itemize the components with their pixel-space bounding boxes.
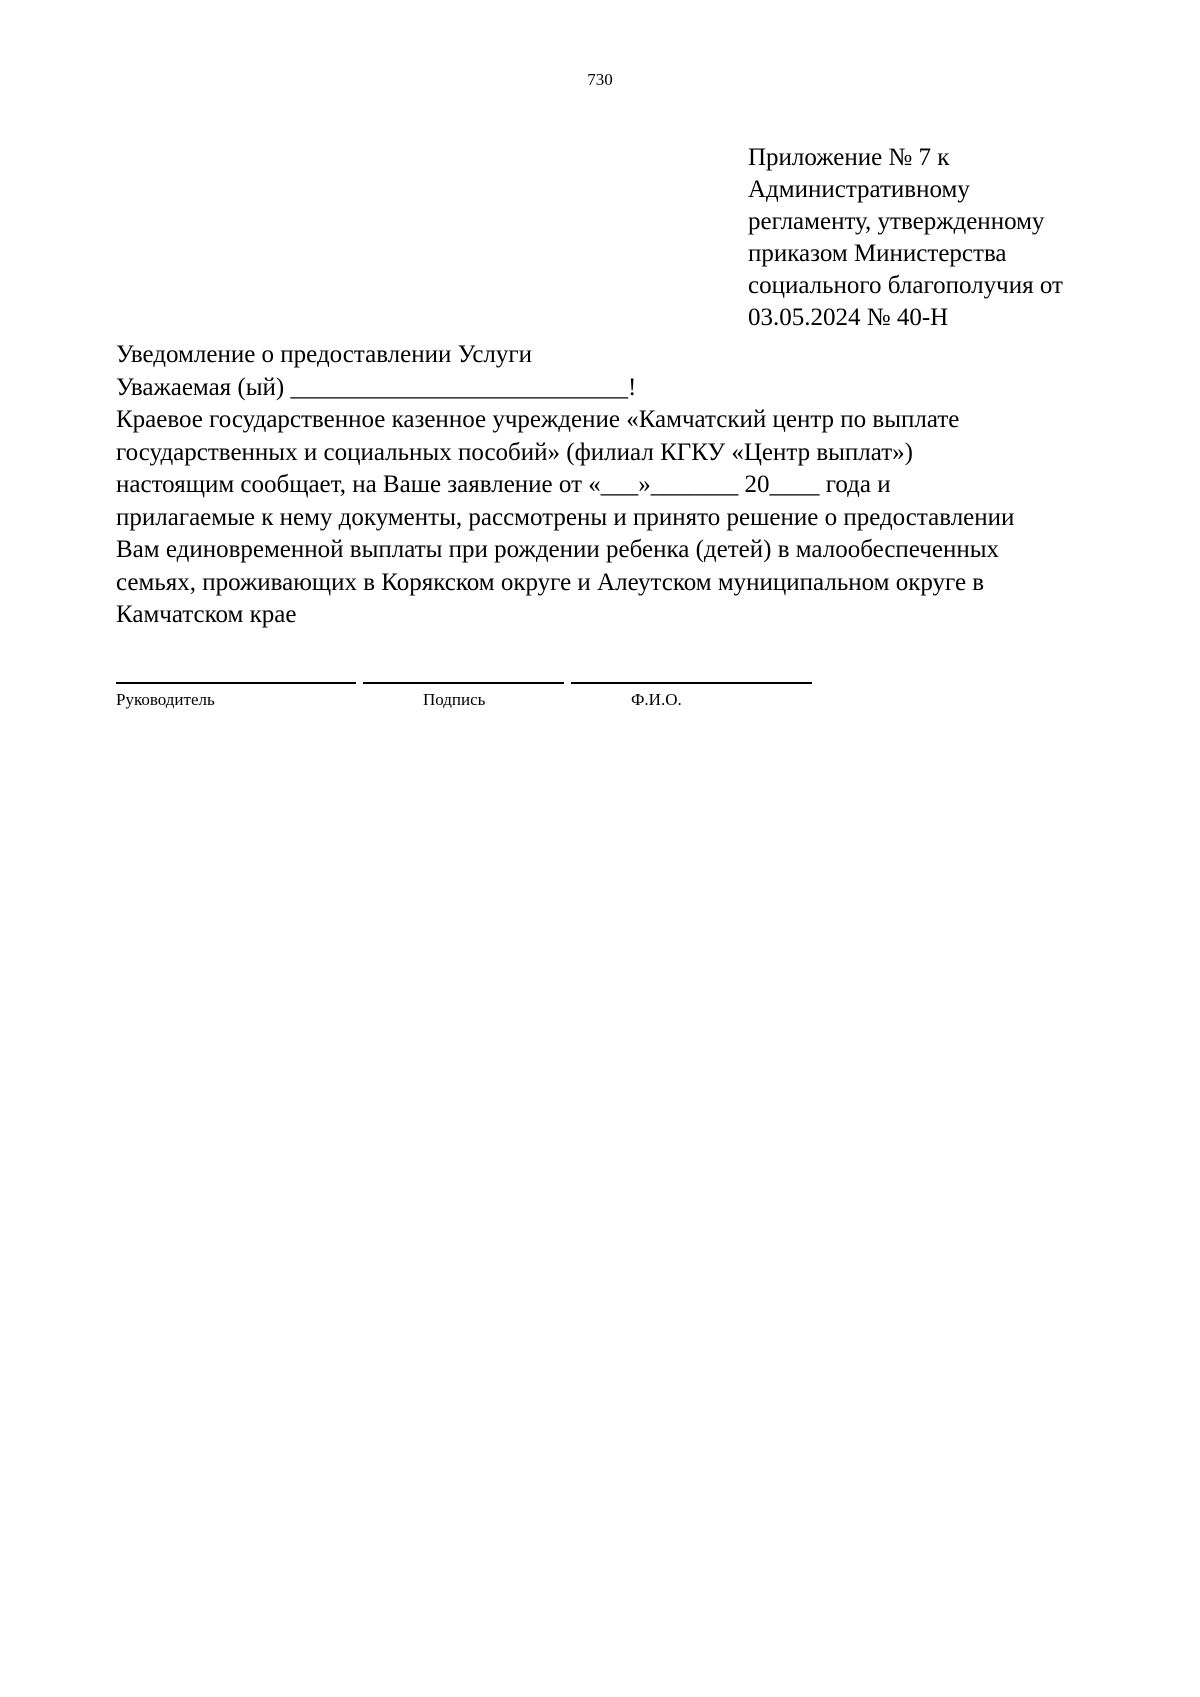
notice-text-line: настоящим сообщает, на Ваше заявление от «___»_______ 20____ года и [116, 471, 891, 498]
appendix-line: регламенту, утвержденному [748, 208, 1045, 235]
notice-title: Уведомление о предоставлении Услуги [116, 341, 533, 368]
name-signature-rule [571, 682, 812, 684]
appendix-line: Административному [748, 176, 970, 203]
appendix-line: 03.05.2024 № 40-Н [748, 304, 949, 331]
notice-text-line: Вам единовременной выплаты при рождении ребенка (детей) в малообеспеченных [116, 536, 999, 563]
signature-captions [116, 690, 816, 712]
signature-label: Подпись [423, 690, 486, 709]
appendix-line: приказом Министерства [748, 240, 1007, 267]
head-label: Руководитель [116, 690, 215, 709]
appendix-line: социального благополучия от [748, 272, 1063, 299]
notice-text-line: семьях, проживающих в Корякском округе и Алеутском муниципальном округе в [116, 568, 985, 596]
notice-body [116, 339, 1156, 632]
name-label: Ф.И.О. [631, 690, 682, 709]
notice-text-line: Краевое государственное казенное учреждение «Камчатский центр по выплате [116, 406, 960, 433]
page-number: 730 [587, 70, 613, 89]
notice-text-line: прилагаемые к нему документы, рассмотрены и принято решение о предоставлении [116, 503, 1015, 531]
notice-greeting: Уважаемая (ый) ___________________________! [116, 373, 637, 401]
head-signature-rule [116, 682, 356, 684]
signature-lines [116, 682, 816, 684]
notice-text-line: Камчатском крае [116, 601, 297, 628]
signature-rule [363, 682, 564, 684]
appendix-line: Приложение № 7 к [748, 144, 950, 171]
notice-text-line: государственных и социальных пособий» (филиал КГКУ «Центр выплат») [116, 438, 913, 466]
appendix-reference [748, 142, 1148, 334]
